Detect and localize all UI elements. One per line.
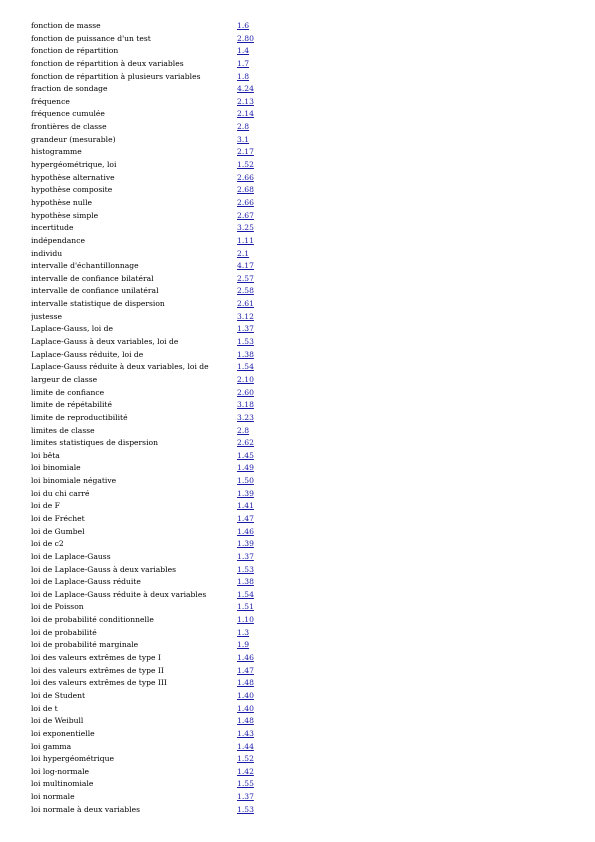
index-term: loi de F	[31, 501, 60, 511]
index-reference-link[interactable]: 3.18	[237, 400, 254, 410]
index-term: hypothèse composite	[31, 185, 113, 195]
index-entry	[31, 45, 571, 58]
index-entry	[31, 690, 571, 703]
index-reference-link[interactable]: 2.10	[237, 374, 254, 384]
index-term: frontières de classe	[31, 122, 107, 132]
index-reference-link[interactable]: 1.55	[237, 779, 254, 789]
index-term: loi log-normale	[31, 766, 90, 776]
index-entry	[31, 349, 571, 362]
index-reference-link[interactable]: 1.8	[237, 71, 250, 81]
index-reference-link[interactable]: 1.51	[237, 602, 254, 612]
index-term: loi gamma	[31, 741, 72, 751]
index-reference-link[interactable]: 1.37	[237, 551, 254, 561]
index-entry	[31, 260, 571, 273]
index-term: fonction de répartition à deux variables	[31, 58, 184, 68]
index-reference-link[interactable]: 1.53	[237, 337, 254, 347]
index-list	[31, 20, 571, 816]
index-term: fréquence	[31, 96, 70, 106]
index-reference-link[interactable]: 1.48	[237, 716, 254, 726]
index-entry	[31, 336, 571, 349]
index-entry	[31, 450, 571, 463]
index-reference-link[interactable]: 1.42	[237, 766, 254, 776]
index-term: loi de t	[31, 703, 58, 713]
index-entry	[31, 766, 571, 779]
index-term: histogramme	[31, 147, 82, 157]
index-reference-link[interactable]: 2.1	[237, 248, 250, 258]
index-term: loi de probabilité conditionnelle	[31, 615, 154, 625]
index-term: limites statistiques de dispersion	[31, 438, 158, 448]
index-term: fraction de sondage	[31, 84, 108, 94]
index-entry	[31, 298, 571, 311]
index-entry	[31, 311, 571, 324]
index-reference-link[interactable]: 1.10	[237, 615, 254, 625]
index-reference-link[interactable]: 2.67	[237, 210, 254, 220]
index-entry	[31, 20, 571, 33]
index-term: loi de Fréchet	[31, 513, 85, 523]
index-entry	[31, 387, 571, 400]
index-entry	[31, 652, 571, 665]
index-term: fonction de répartition	[31, 46, 119, 56]
index-term: loi de Laplace-Gauss à deux variables	[31, 564, 176, 574]
index-reference-link[interactable]: 3.12	[237, 311, 254, 321]
index-entry	[31, 576, 571, 589]
index-term: hypothèse simple	[31, 210, 99, 220]
index-term: loi normale à deux variables	[31, 804, 140, 814]
index-entry	[31, 753, 571, 766]
index-term: loi de c2	[31, 539, 64, 549]
index-term: limite de confiance	[31, 387, 105, 397]
index-term: justesse	[31, 311, 62, 321]
index-reference-link[interactable]: 2.14	[237, 109, 254, 119]
index-term: loi hypergéométrique	[31, 754, 114, 764]
index-entry	[31, 791, 571, 804]
index-reference-link[interactable]: 2.13	[237, 96, 254, 106]
index-reference-link[interactable]: 1.11	[237, 235, 254, 245]
index-term: limite de répétabilité	[31, 400, 112, 410]
index-entry	[31, 33, 571, 46]
index-term: fréquence cumulée	[31, 109, 105, 119]
index-entry	[31, 488, 571, 501]
index-term: loi des valeurs extrêmes de type II	[31, 665, 164, 675]
index-term: Laplace-Gauss à deux variables, loi de	[31, 337, 179, 347]
index-term: individu	[31, 248, 63, 258]
index-entry	[31, 564, 571, 577]
index-term: hypothèse alternative	[31, 172, 115, 182]
index-term: intervalle statistique de dispersion	[31, 299, 165, 309]
index-term: Laplace-Gauss, loi de	[31, 324, 114, 334]
index-reference-link[interactable]: 3.1	[237, 134, 250, 144]
index-entry	[31, 71, 571, 84]
index-term: loi de probabilité	[31, 627, 97, 637]
index-reference-link[interactable]: 1.37	[237, 324, 254, 334]
index-entry	[31, 778, 571, 791]
index-term: indépendance	[31, 235, 85, 245]
index-entry	[31, 715, 571, 728]
index-entry	[31, 703, 571, 716]
index-reference-link[interactable]: 1.43	[237, 728, 254, 738]
index-reference-link[interactable]: 4.24	[237, 84, 254, 94]
index-reference-link[interactable]: 2.62	[237, 438, 254, 448]
index-reference-link[interactable]: 1.41	[237, 501, 254, 511]
index-term: incertitude	[31, 223, 74, 233]
index-reference-link[interactable]: 2.68	[237, 185, 254, 195]
index-term: loi des valeurs extrêmes de type I	[31, 653, 161, 663]
index-reference-link[interactable]: 1.47	[237, 513, 254, 523]
index-term: loi exponentielle	[31, 728, 95, 738]
index-reference-link[interactable]: 2.60	[237, 387, 254, 397]
index-term: loi des valeurs extrêmes de type III	[31, 678, 167, 688]
index-term: hypothèse nulle	[31, 197, 92, 207]
index-term: loi du chi carré	[31, 488, 90, 498]
index-entry	[31, 462, 571, 475]
index-reference-link[interactable]: 2.8	[237, 122, 250, 132]
index-reference-link[interactable]: 4.17	[237, 261, 254, 271]
index-reference-link[interactable]: 1.47	[237, 665, 254, 675]
index-term: grandeur (mesurable)	[31, 134, 116, 144]
index-entry	[31, 248, 571, 261]
index-term: Laplace-Gauss réduite, loi de	[31, 349, 144, 359]
index-term: loi binomiale	[31, 463, 81, 473]
index-entry	[31, 639, 571, 652]
index-reference-link[interactable]: 1.46	[237, 653, 254, 663]
index-term: loi de Student	[31, 690, 86, 700]
index-term: loi de Laplace-Gauss	[31, 551, 111, 561]
index-term: loi normale	[31, 792, 75, 802]
index-reference-link[interactable]: 1.53	[237, 564, 254, 574]
index-reference-link[interactable]: 1.40	[237, 690, 254, 700]
index-reference-link[interactable]: 1.45	[237, 450, 254, 460]
index-term: fonction de répartition à plusieurs variables	[31, 71, 201, 81]
index-entry	[31, 804, 571, 817]
index-reference-link[interactable]: 1.40	[237, 703, 254, 713]
index-reference-link[interactable]: 1.39	[237, 488, 254, 498]
index-entry	[31, 538, 571, 551]
index-entry	[31, 399, 571, 412]
index-entry	[31, 614, 571, 627]
index-reference-link[interactable]: 1.38	[237, 577, 254, 587]
index-reference-link[interactable]: 2.61	[237, 299, 254, 309]
index-entry	[31, 677, 571, 690]
index-term: loi de Poisson	[31, 602, 84, 612]
index-reference-link[interactable]: 1.4	[237, 46, 250, 56]
index-reference-link[interactable]: 2.80	[237, 33, 254, 43]
index-entry	[31, 222, 571, 235]
index-entry	[31, 475, 571, 488]
index-entry	[31, 513, 571, 526]
index-reference-link[interactable]: 2.66	[237, 197, 254, 207]
index-entry	[31, 589, 571, 602]
index-term: intervalle de confiance unilatéral	[31, 286, 159, 296]
index-term: largeur de classe	[31, 374, 98, 384]
index-reference-link[interactable]: 1.7	[237, 58, 250, 68]
index-entry	[31, 601, 571, 614]
index-reference-link[interactable]: 1.52	[237, 754, 254, 764]
index-entry	[31, 146, 571, 159]
index-reference-link[interactable]: 1.3	[237, 627, 250, 637]
index-term: Laplace-Gauss réduite à deux variables, loi de	[31, 362, 209, 372]
index-reference-link[interactable]: 1.49	[237, 463, 254, 473]
index-entry	[31, 323, 571, 336]
index-entry	[31, 627, 571, 640]
index-term: loi de probabilité marginale	[31, 640, 139, 650]
index-term: loi multinomiale	[31, 779, 94, 789]
index-entry	[31, 285, 571, 298]
index-reference-link[interactable]: 2.57	[237, 273, 254, 283]
index-reference-link[interactable]: 1.9	[237, 640, 250, 650]
index-entry	[31, 374, 571, 387]
index-reference-link[interactable]: 1.44	[237, 741, 254, 751]
index-entry	[31, 665, 571, 678]
index-term: loi binomiale négative	[31, 476, 117, 486]
index-entry	[31, 172, 571, 185]
index-reference-link[interactable]: 1.48	[237, 678, 254, 688]
index-reference-link[interactable]: 1.39	[237, 539, 254, 549]
index-term: hypergéométrique, loi	[31, 160, 117, 170]
index-entry	[31, 197, 571, 210]
index-entry	[31, 210, 571, 223]
index-reference-link[interactable]: 1.54	[237, 362, 254, 372]
index-term: loi de Weibull	[31, 716, 84, 726]
index-term: loi de Laplace-Gauss réduite	[31, 577, 141, 587]
index-reference-link[interactable]: 1.6	[237, 21, 250, 30]
index-reference-link[interactable]: 1.52	[237, 160, 254, 170]
index-entry	[31, 551, 571, 564]
index-entry	[31, 425, 571, 438]
index-entry	[31, 184, 571, 197]
index-reference-link[interactable]: 1.54	[237, 589, 254, 599]
index-reference-link[interactable]: 1.50	[237, 476, 254, 486]
index-reference-link[interactable]: 2.8	[237, 425, 250, 435]
index-entry	[31, 500, 571, 513]
index-reference-link[interactable]: 2.17	[237, 147, 254, 157]
index-term: loi de Laplace-Gauss réduite à deux variables	[31, 589, 207, 599]
index-reference-link[interactable]: 1.37	[237, 792, 254, 802]
index-reference-link[interactable]: 1.53	[237, 804, 254, 814]
index-entry	[31, 437, 571, 450]
index-entry	[31, 121, 571, 134]
index-entry	[31, 741, 571, 754]
index-term: limites de classe	[31, 425, 95, 435]
index-entry	[31, 108, 571, 121]
index-term: loi bêta	[31, 450, 60, 460]
index-entry	[31, 526, 571, 539]
index-term: loi de Gumbel	[31, 526, 85, 536]
index-reference-link[interactable]: 3.25	[237, 223, 254, 233]
index-entry	[31, 58, 571, 71]
index-entry	[31, 361, 571, 374]
index-reference-link[interactable]: 2.66	[237, 172, 254, 182]
index-entry	[31, 728, 571, 741]
index-term: fonction de masse	[31, 21, 101, 30]
index-entry	[31, 159, 571, 172]
index-entry	[31, 134, 571, 147]
index-reference-link[interactable]: 1.46	[237, 526, 254, 536]
index-reference-link[interactable]: 2.58	[237, 286, 254, 296]
index-reference-link[interactable]: 1.38	[237, 349, 254, 359]
index-term: fonction de puissance d'un test	[31, 33, 151, 43]
index-reference-link[interactable]: 3.23	[237, 412, 254, 422]
index-entry	[31, 412, 571, 425]
index-term: intervalle d'échantillonnage	[31, 261, 139, 271]
index-entry	[31, 273, 571, 286]
index-term: limite de reproductibilité	[31, 412, 128, 422]
index-entry	[31, 83, 571, 96]
index-term: intervalle de confiance bilatéral	[31, 273, 154, 283]
index-entry	[31, 96, 571, 109]
index-entry	[31, 235, 571, 248]
